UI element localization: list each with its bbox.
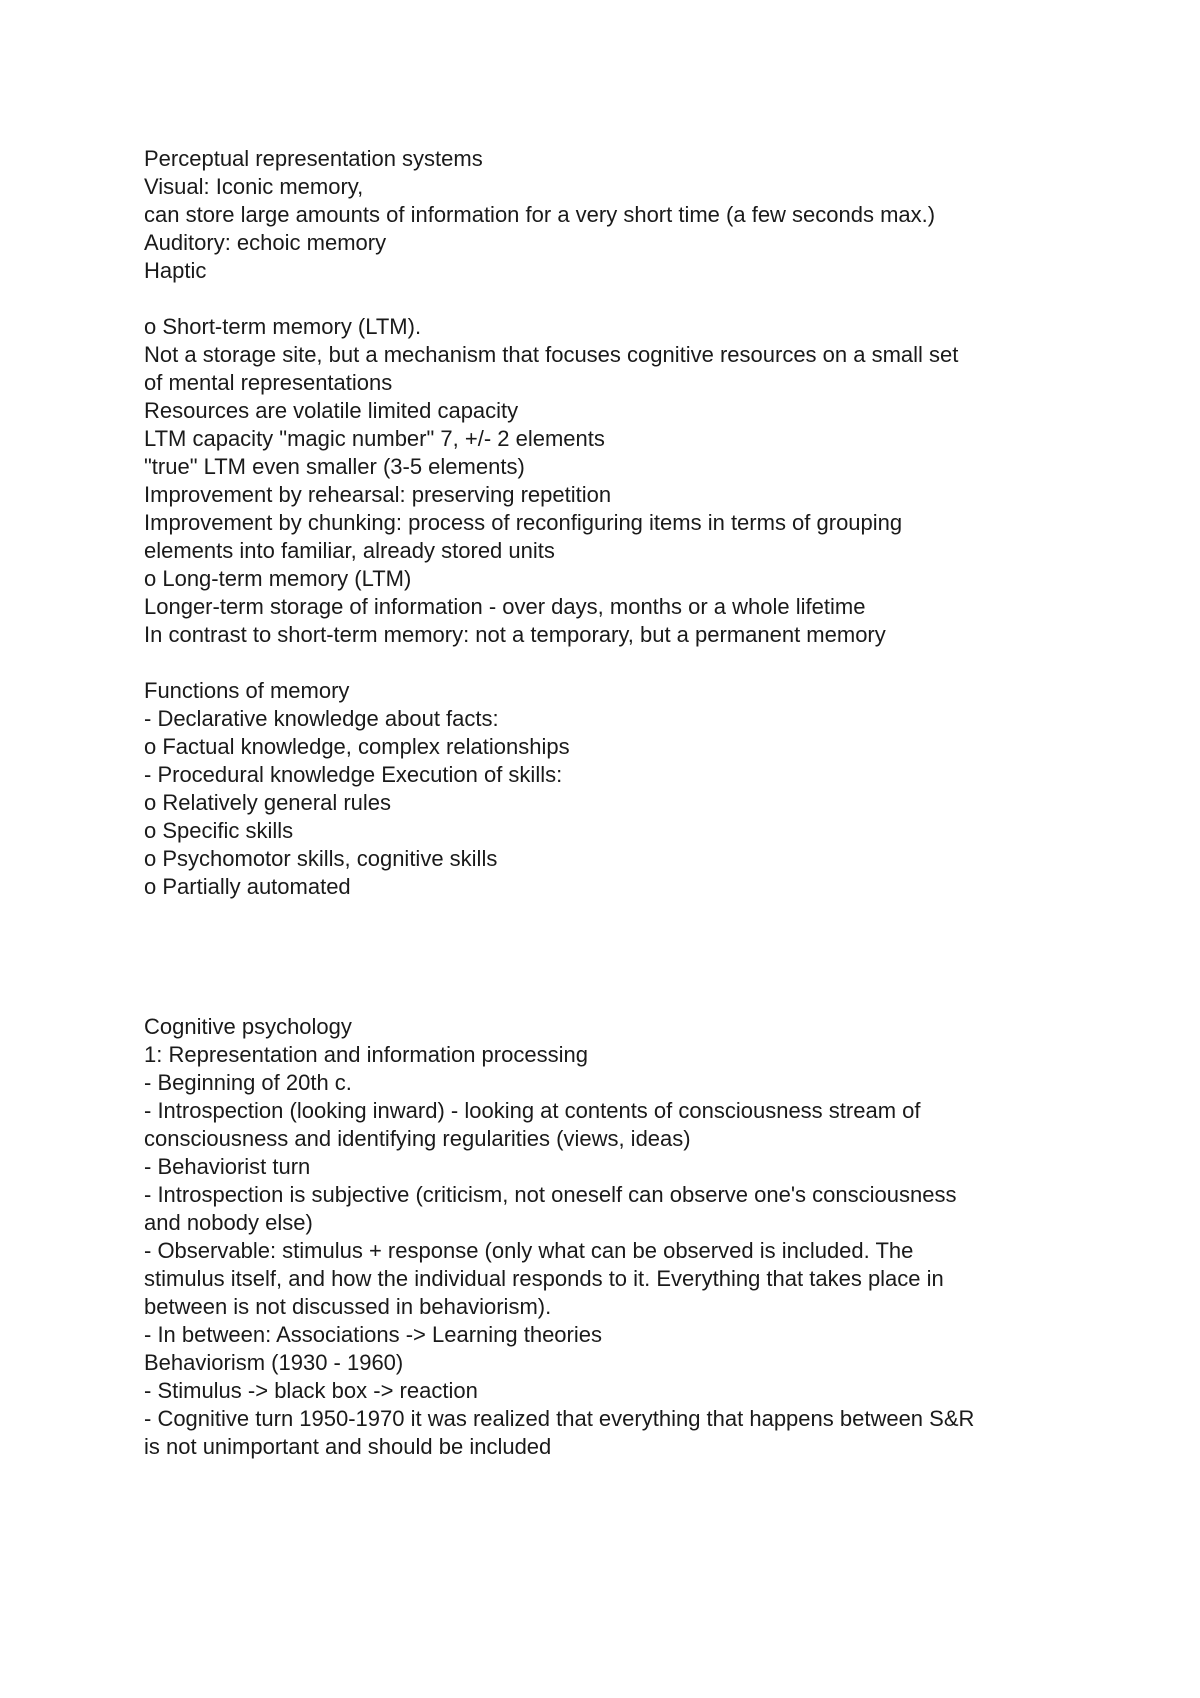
text-line: o Partially automated [144, 874, 351, 899]
text-line: - Observable: stimulus + response (only what can be observed is included. The [144, 1238, 914, 1263]
text-line: - Introspection is subjective (criticism, not oneself can observe one's consciousness [144, 1182, 957, 1207]
text-line: - Declarative knowledge about facts: [144, 706, 499, 731]
text-line: can store large amounts of information for a very short time (a few seconds max.) [144, 202, 936, 227]
text-line: o Relatively general rules [144, 790, 392, 815]
text-line: - Cognitive turn 1950-1970 it was realized that everything that happens between S&R [144, 1406, 975, 1431]
text-line: o Factual knowledge, complex relationships [144, 734, 570, 759]
text-line: o Psychomotor skills, cognitive skills [144, 846, 498, 871]
section-functions-of-memory [144, 677, 1084, 901]
text-line: stimulus itself, and how the individual responds to it. Everything that takes place in [144, 1266, 944, 1291]
text-line: Haptic [144, 258, 207, 283]
text-line: Longer-term storage of information - over days, months or a whole lifetime [144, 594, 866, 619]
blank-space [144, 901, 1084, 1013]
text-line: Improvement by rehearsal: preserving repetition [144, 482, 612, 507]
text-line: - In between: Associations -> Learning theories [144, 1322, 602, 1347]
text-line: o Long-term memory (LTM) [144, 566, 412, 591]
text-line: of mental representations [144, 370, 393, 395]
section-cognitive-psychology [144, 1013, 1084, 1461]
text-line: is not unimportant and should be included [144, 1434, 552, 1459]
text-line: between is not discussed in behaviorism). [144, 1294, 552, 1319]
text-line: Visual: Iconic memory, [144, 174, 364, 199]
text-line: - Beginning of 20th c. [144, 1070, 352, 1095]
text-line: Improvement by chunking: process of reconfiguring items in terms of grouping [144, 510, 903, 535]
text-line: Auditory: echoic memory [144, 230, 387, 255]
text-line: consciousness and identifying regularities (views, ideas) [144, 1126, 691, 1151]
text-line: o Short-term memory (LTM). [144, 314, 422, 339]
blank-line [144, 285, 1084, 313]
text-line: elements into familiar, already stored units [144, 538, 555, 563]
text-line: - Introspection (looking inward) - looking at contents of consciousness stream of [144, 1098, 921, 1123]
text-line: Perceptual representation systems [144, 146, 483, 171]
section-short-long-term-memory [144, 313, 1084, 649]
document-body [144, 145, 1084, 1461]
text-line: 1: Representation and information processing [144, 1042, 588, 1067]
text-line: Cognitive psychology [144, 1014, 352, 1039]
text-line: Functions of memory [144, 678, 350, 703]
text-line: In contrast to short-term memory: not a temporary, but a permanent memory [144, 622, 886, 647]
text-line: "true" LTM even smaller (3-5 elements) [144, 454, 525, 479]
text-line: - Behaviorist turn [144, 1154, 311, 1179]
text-line: - Stimulus -> black box -> reaction [144, 1378, 478, 1403]
text-line: Behaviorism (1930 - 1960) [144, 1350, 404, 1375]
text-line: LTM capacity "magic number" 7, +/- 2 elements [144, 426, 605, 451]
text-line: o Specific skills [144, 818, 294, 843]
blank-line [144, 649, 1084, 677]
text-line: - Procedural knowledge Execution of skills: [144, 762, 563, 787]
text-line: and nobody else) [144, 1210, 313, 1235]
text-line: Resources are volatile limited capacity [144, 398, 519, 423]
section-perceptual-systems [144, 145, 1084, 285]
text-line: Not a storage site, but a mechanism that focuses cognitive resources on a small set [144, 342, 959, 367]
